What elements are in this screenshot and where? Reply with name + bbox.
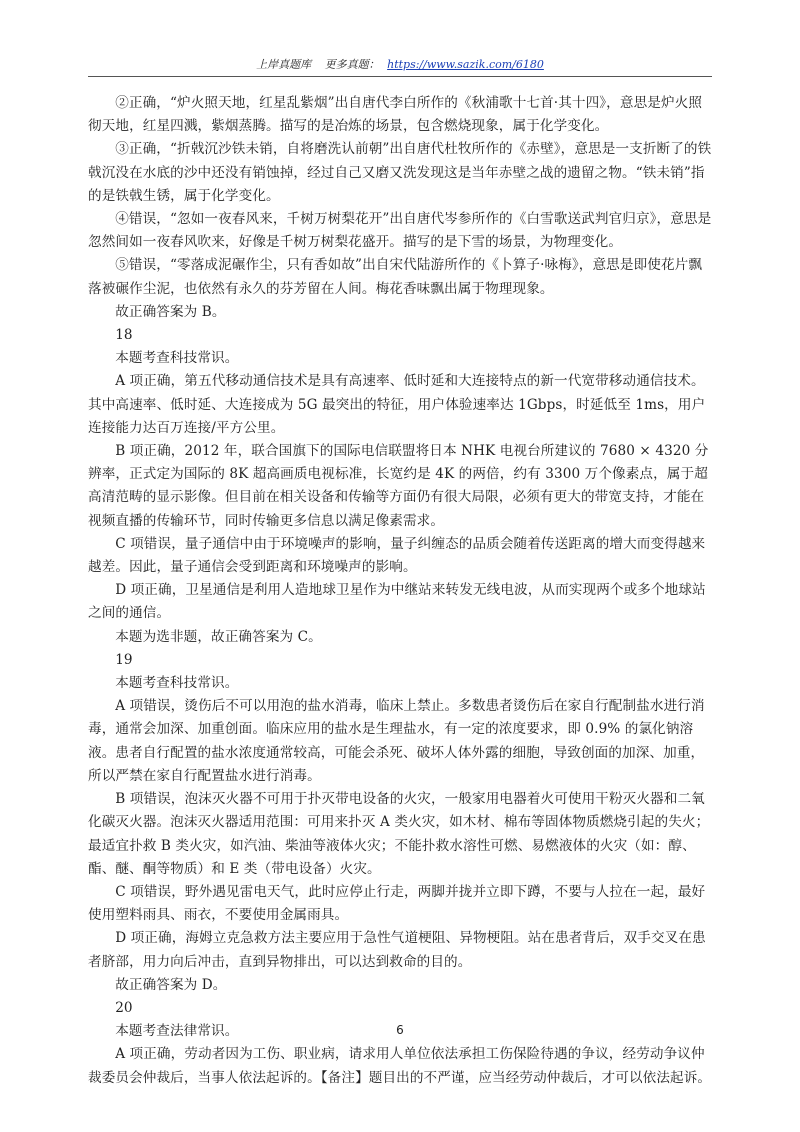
header-divider	[88, 76, 712, 77]
page-header	[88, 56, 712, 72]
answer-explanations	[88, 92, 712, 1090]
page-number: 6	[396, 1023, 404, 1037]
paragraph-item-2: ②正确，“炉火照天地，红星乱紫烟”出自唐代李白所作的《秋浦歌十七首·其十四》，意思是炉火照彻天地，红星四溅，紫烟蒸腾。描写的是冶炼的场景，包含燃烧现象，属于化学变化。	[88, 95, 703, 135]
question-number-19: 19	[115, 651, 133, 668]
option-c-18: C 项错误，量子通信中由于环境噪声的影响，量子纠缠态的品质会随着传送距离的增大而变得越来越差。因此，量子通信会受到距离和环境噪声的影响。	[88, 535, 706, 576]
option-a-20: A 项正确，劳动者因为工伤、职业病，请求用人单位依法承担工伤保险待遇的争议，经劳动争议仲裁委员会仲裁后，当事人依法起诉的。【备注】题目出的不严谨，应当经劳动仲裁后，才可以依法起诉。	[88, 1046, 712, 1086]
topic-line-20: 本题考查法律常识。	[115, 1023, 239, 1040]
option-b-19: B 项错误，泡沫灭火器不可用于扑灭带电设备的火灾，一般家用电器着火可使用干粉灭火器和二氧化碳灭火器。泡沫灭火器适用范围：可用来扑灭 A 类火灾，如木材、棉布等固体物质燃烧引起的失火；最适宜扑救 B 类火灾，如汽油、柴油等液体火灾；不能扑救水溶性可燃、易燃液体的火灾（如：醇、酯、醚、酮等物质）和 E 类（带电设备）火灾。	[88, 791, 710, 877]
question-number-18: 18	[115, 327, 133, 344]
option-a-18: A 项正确，第五代移动通信技术是具有高速率、低时延和大连接特点的新一代宽带移动通信技术。其中高速率、低时延、大连接成为 5G 最突出的特征，用户体验速率达 1Gbps，时延低至 1ms，用户连接能力达百万连接/平方公里。	[88, 373, 706, 436]
paragraph-item-3: ③正确，“折戟沉沙铁未销，自将磨洗认前朝”出自唐代杜牧所作的《赤壁》，意思是一支折断了的铁戟沉没在水底的沙中还没有销蚀掉，经过自己又磨又洗发现这是当年赤壁之战的遗留之物。“铁未销”指的是铁戟生锈，属于化学变化。	[88, 141, 712, 204]
answer-line-18: 本题为选非题，故正确答案为 C。	[115, 628, 322, 645]
option-b-18: B 项正确，2012 年，联合国旗下的国际电信联盟将日本 NHK 电视台所建议的 7680 × 4320 分辨率，正式定为国际的 8K 超高画质电视标准，长宽约是 4K 的两倍，约有 3300 万个像素点，属于超高清范畴的显示影像。但目前在相关设备和传输等方面仍有很大局限，必须有更大的带宽支持，才能在视频直播的传输环节，同时传输更多信息以满足像素需求。	[88, 443, 709, 529]
option-d-18: D 项正确，卫星通信是利用人造地球卫星作为中继站来转发无线电波，从而实现两个或多个地球站之间的通信。	[88, 582, 706, 622]
answer-line-19: 故正确答案为 D。	[115, 976, 227, 993]
topic-line-18: 本题考查科技常识。	[115, 350, 239, 367]
header-url-link[interactable]: https://www.sazik.com/6180	[387, 58, 544, 71]
question-number-20: 20	[115, 999, 133, 1016]
paragraph-item-4: ④错误，“忽如一夜春风来，千树万树梨花开”出自唐代岑参所作的《白雪歌送武判官归京》，意思是忽然间如一夜春风吹来，好像是千树万树梨花盛开。描写的是下雪的场景，为物理变化。	[88, 211, 712, 251]
header-more-label: 更多真题：	[324, 58, 380, 71]
header-site-name: 上岸真题库	[256, 58, 312, 71]
topic-line-19: 本题考查科技常识。	[115, 675, 239, 692]
answer-line-17: 故正确答案为 B。	[115, 303, 226, 320]
option-d-19: D 项正确，海姆立克急救方法主要应用于急性气道梗阻、异物梗阻。站在患者背后，双手交叉在患者脐部，用力向后冲击，直到异物排出，可以达到救命的目的。	[88, 930, 706, 970]
option-c-19: C 项错误，野外遇见雷电天气，此时应停止行走，两脚并拢并立即下蹲，不要与人拉在一起，最好使用塑料雨具、雨衣，不要使用金属雨具。	[88, 883, 706, 924]
option-a-19: A 项错误，烫伤后不可以用泡的盐水消毒，临床上禁止。多数患者烫伤后在家自行配制盐水进行消毒，通常会加深、加重创面。临床应用的盐水是生理盐水，有一定的浓度要求，即 0.9% 的氯化钠溶液。患者自行配置的盐水浓度通常较高，可能会杀死、破坏人体外露的细胞，导致创面的加深、加重，所以严禁在家自行配置盐水进行消毒。	[88, 698, 705, 784]
paragraph-item-5: ⑤错误，“零落成泥碾作尘，只有香如故”出自宋代陆游所作的《卜算子·咏梅》，意思是即使花片飘落被碾作尘泥，也依然有永久的芬芳留在人间。梅花香味飘出属于物理现象。	[88, 257, 703, 297]
